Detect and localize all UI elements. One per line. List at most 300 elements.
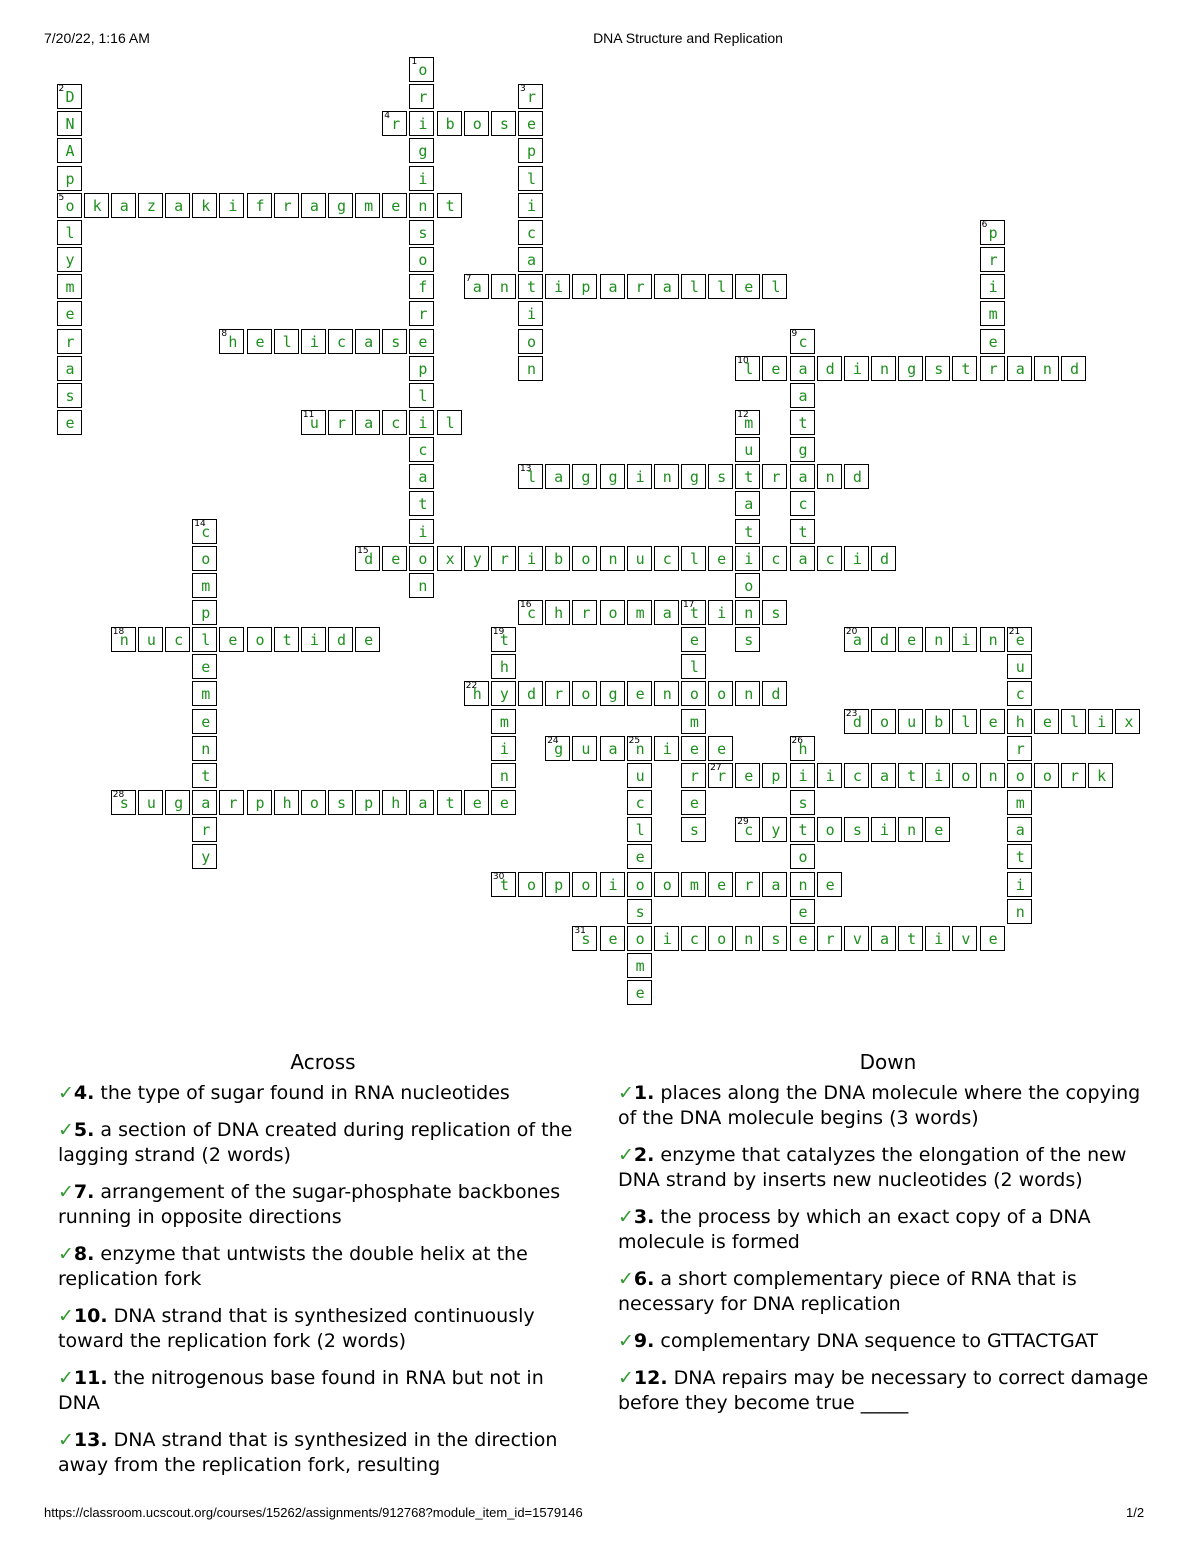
grid-cell[interactable] bbox=[762, 817, 787, 842]
grid-cell[interactable] bbox=[57, 410, 82, 435]
grid-cell[interactable] bbox=[1088, 709, 1113, 734]
grid-cell[interactable] bbox=[627, 953, 652, 978]
grid-cell[interactable] bbox=[681, 817, 706, 842]
grid-cell[interactable] bbox=[762, 681, 787, 706]
grid-cell[interactable] bbox=[627, 736, 652, 761]
grid-cell[interactable] bbox=[898, 763, 923, 788]
grid-cell[interactable] bbox=[681, 600, 706, 625]
grid-cell[interactable] bbox=[1007, 736, 1032, 761]
grid-cell[interactable] bbox=[980, 763, 1005, 788]
grid-cell[interactable] bbox=[600, 736, 625, 761]
grid-cell[interactable] bbox=[518, 600, 543, 625]
grid-cell[interactable] bbox=[735, 763, 760, 788]
grid-cell[interactable] bbox=[572, 872, 597, 897]
grid-cell[interactable] bbox=[898, 926, 923, 951]
grid-cell[interactable] bbox=[654, 464, 679, 489]
grid-cell[interactable] bbox=[57, 383, 82, 408]
grid-cell[interactable] bbox=[708, 736, 733, 761]
grid-cell[interactable] bbox=[627, 464, 652, 489]
grid-cell[interactable] bbox=[790, 464, 815, 489]
grid-cell[interactable] bbox=[1034, 763, 1059, 788]
grid-cell[interactable] bbox=[790, 519, 815, 544]
grid-cell[interactable] bbox=[437, 193, 462, 218]
grid-cell[interactable] bbox=[600, 926, 625, 951]
grid-cell[interactable] bbox=[627, 844, 652, 869]
grid-cell[interactable] bbox=[600, 600, 625, 625]
grid-cell[interactable] bbox=[409, 383, 434, 408]
grid-cell[interactable] bbox=[409, 546, 434, 571]
grid-cell[interactable] bbox=[165, 193, 190, 218]
grid-cell[interactable] bbox=[790, 491, 815, 516]
grid-cell[interactable] bbox=[491, 681, 516, 706]
grid-cell[interactable] bbox=[1088, 763, 1113, 788]
grid-cell[interactable] bbox=[627, 817, 652, 842]
grid-cell[interactable] bbox=[925, 356, 950, 381]
grid-cell[interactable] bbox=[654, 926, 679, 951]
grid-cell[interactable] bbox=[708, 546, 733, 571]
grid-cell[interactable] bbox=[57, 138, 82, 163]
grid-cell[interactable] bbox=[57, 356, 82, 381]
grid-cell[interactable] bbox=[980, 274, 1005, 299]
grid-cell[interactable] bbox=[735, 872, 760, 897]
grid-cell[interactable] bbox=[1007, 899, 1032, 924]
grid-cell[interactable] bbox=[654, 872, 679, 897]
grid-cell[interactable] bbox=[409, 247, 434, 272]
grid-cell[interactable] bbox=[192, 519, 217, 544]
grid-cell[interactable] bbox=[219, 790, 244, 815]
grid-cell[interactable] bbox=[681, 763, 706, 788]
grid-cell[interactable] bbox=[1007, 844, 1032, 869]
grid-cell[interactable] bbox=[627, 790, 652, 815]
grid-cell[interactable] bbox=[735, 926, 760, 951]
grid-cell[interactable] bbox=[817, 817, 842, 842]
grid-cell[interactable] bbox=[165, 627, 190, 652]
grid-cell[interactable] bbox=[980, 220, 1005, 245]
grid-cell[interactable] bbox=[409, 138, 434, 163]
grid-cell[interactable] bbox=[247, 193, 272, 218]
grid-cell[interactable] bbox=[382, 546, 407, 571]
grid-cell[interactable] bbox=[192, 763, 217, 788]
grid-cell[interactable] bbox=[57, 329, 82, 354]
grid-cell[interactable] bbox=[681, 736, 706, 761]
grid-cell[interactable] bbox=[1061, 356, 1086, 381]
grid-cell[interactable] bbox=[409, 356, 434, 381]
grid-cell[interactable] bbox=[1007, 817, 1032, 842]
grid-cell[interactable] bbox=[844, 709, 869, 734]
grid-cell[interactable] bbox=[409, 301, 434, 326]
grid-cell[interactable] bbox=[735, 600, 760, 625]
grid-cell[interactable] bbox=[219, 329, 244, 354]
grid-cell[interactable] bbox=[871, 356, 896, 381]
grid-cell[interactable] bbox=[518, 329, 543, 354]
grid-cell[interactable] bbox=[192, 600, 217, 625]
grid-cell[interactable] bbox=[654, 600, 679, 625]
grid-cell[interactable] bbox=[57, 247, 82, 272]
grid-cell[interactable] bbox=[844, 926, 869, 951]
grid-cell[interactable] bbox=[518, 464, 543, 489]
grid-cell[interactable] bbox=[57, 84, 82, 109]
grid-cell[interactable] bbox=[627, 899, 652, 924]
grid-cell[interactable] bbox=[790, 790, 815, 815]
grid-cell[interactable] bbox=[138, 627, 163, 652]
grid-cell[interactable] bbox=[681, 464, 706, 489]
grid-cell[interactable] bbox=[627, 274, 652, 299]
grid-cell[interactable] bbox=[1007, 356, 1032, 381]
grid-cell[interactable] bbox=[871, 763, 896, 788]
grid-cell[interactable] bbox=[437, 790, 462, 815]
grid-cell[interactable] bbox=[355, 329, 380, 354]
grid-cell[interactable] bbox=[762, 356, 787, 381]
grid-cell[interactable] bbox=[1061, 763, 1086, 788]
grid-cell[interactable] bbox=[925, 627, 950, 652]
grid-cell[interactable] bbox=[355, 546, 380, 571]
grid-cell[interactable] bbox=[57, 166, 82, 191]
grid-cell[interactable] bbox=[790, 410, 815, 435]
grid-cell[interactable] bbox=[735, 356, 760, 381]
grid-cell[interactable] bbox=[328, 329, 353, 354]
grid-cell[interactable] bbox=[491, 627, 516, 652]
grid-cell[interactable] bbox=[980, 329, 1005, 354]
grid-cell[interactable] bbox=[491, 790, 516, 815]
grid-cell[interactable] bbox=[817, 926, 842, 951]
grid-cell[interactable] bbox=[762, 600, 787, 625]
grid-cell[interactable] bbox=[735, 464, 760, 489]
grid-cell[interactable] bbox=[409, 790, 434, 815]
grid-cell[interactable] bbox=[627, 980, 652, 1005]
grid-cell[interactable] bbox=[518, 138, 543, 163]
grid-cell[interactable] bbox=[871, 546, 896, 571]
grid-cell[interactable] bbox=[817, 546, 842, 571]
grid-cell[interactable] bbox=[518, 111, 543, 136]
grid-cell[interactable] bbox=[274, 329, 299, 354]
grid-cell[interactable] bbox=[708, 600, 733, 625]
grid-cell[interactable] bbox=[192, 573, 217, 598]
grid-cell[interactable] bbox=[328, 790, 353, 815]
grid-cell[interactable] bbox=[409, 111, 434, 136]
grid-cell[interactable] bbox=[545, 681, 570, 706]
grid-cell[interactable] bbox=[681, 872, 706, 897]
grid-cell[interactable] bbox=[980, 709, 1005, 734]
grid-cell[interactable] bbox=[627, 763, 652, 788]
grid-cell[interactable] bbox=[817, 763, 842, 788]
grid-cell[interactable] bbox=[192, 817, 217, 842]
grid-cell[interactable] bbox=[409, 437, 434, 462]
grid-cell[interactable] bbox=[681, 681, 706, 706]
grid-cell[interactable] bbox=[518, 301, 543, 326]
grid-cell[interactable] bbox=[790, 383, 815, 408]
grid-cell[interactable] bbox=[57, 220, 82, 245]
grid-cell[interactable] bbox=[491, 546, 516, 571]
grid-cell[interactable] bbox=[518, 220, 543, 245]
grid-cell[interactable] bbox=[572, 274, 597, 299]
grid-cell[interactable] bbox=[817, 356, 842, 381]
grid-cell[interactable] bbox=[328, 410, 353, 435]
grid-cell[interactable] bbox=[355, 627, 380, 652]
grid-cell[interactable] bbox=[518, 872, 543, 897]
grid-cell[interactable] bbox=[735, 681, 760, 706]
grid-cell[interactable] bbox=[138, 790, 163, 815]
grid-cell[interactable] bbox=[980, 627, 1005, 652]
grid-cell[interactable] bbox=[301, 193, 326, 218]
grid-cell[interactable] bbox=[898, 709, 923, 734]
grid-cell[interactable] bbox=[871, 817, 896, 842]
grid-cell[interactable] bbox=[409, 57, 434, 82]
grid-cell[interactable] bbox=[790, 763, 815, 788]
grid-cell[interactable] bbox=[1007, 627, 1032, 652]
grid-cell[interactable] bbox=[1034, 709, 1059, 734]
grid-cell[interactable] bbox=[545, 872, 570, 897]
grid-cell[interactable] bbox=[409, 84, 434, 109]
grid-cell[interactable] bbox=[600, 274, 625, 299]
grid-cell[interactable] bbox=[491, 872, 516, 897]
grid-cell[interactable] bbox=[328, 193, 353, 218]
grid-cell[interactable] bbox=[518, 166, 543, 191]
grid-cell[interactable] bbox=[247, 790, 272, 815]
grid-cell[interactable] bbox=[980, 356, 1005, 381]
grid-cell[interactable] bbox=[681, 654, 706, 679]
grid-cell[interactable] bbox=[1061, 709, 1086, 734]
grid-cell[interactable] bbox=[600, 681, 625, 706]
grid-cell[interactable] bbox=[437, 546, 462, 571]
grid-cell[interactable] bbox=[491, 736, 516, 761]
grid-cell[interactable] bbox=[817, 464, 842, 489]
grid-cell[interactable] bbox=[518, 84, 543, 109]
grid-cell[interactable] bbox=[355, 410, 380, 435]
grid-cell[interactable] bbox=[790, 437, 815, 462]
grid-cell[interactable] bbox=[247, 329, 272, 354]
grid-cell[interactable] bbox=[790, 926, 815, 951]
grid-cell[interactable] bbox=[1007, 654, 1032, 679]
grid-cell[interactable] bbox=[301, 410, 326, 435]
grid-cell[interactable] bbox=[627, 681, 652, 706]
grid-cell[interactable] bbox=[925, 709, 950, 734]
grid-cell[interactable] bbox=[1007, 709, 1032, 734]
grid-cell[interactable] bbox=[518, 247, 543, 272]
grid-cell[interactable] bbox=[328, 627, 353, 652]
grid-cell[interactable] bbox=[491, 709, 516, 734]
grid-cell[interactable] bbox=[600, 872, 625, 897]
grid-cell[interactable] bbox=[925, 763, 950, 788]
grid-cell[interactable] bbox=[382, 329, 407, 354]
grid-cell[interactable] bbox=[952, 926, 977, 951]
grid-cell[interactable] bbox=[247, 627, 272, 652]
grid-cell[interactable] bbox=[545, 464, 570, 489]
grid-cell[interactable] bbox=[681, 790, 706, 815]
grid-cell[interactable] bbox=[355, 193, 380, 218]
grid-cell[interactable] bbox=[925, 817, 950, 842]
grid-cell[interactable] bbox=[790, 899, 815, 924]
grid-cell[interactable] bbox=[545, 736, 570, 761]
grid-cell[interactable] bbox=[790, 844, 815, 869]
grid-cell[interactable] bbox=[844, 817, 869, 842]
grid-cell[interactable] bbox=[600, 464, 625, 489]
grid-cell[interactable] bbox=[708, 872, 733, 897]
grid-cell[interactable] bbox=[681, 546, 706, 571]
grid-cell[interactable] bbox=[762, 546, 787, 571]
grid-cell[interactable] bbox=[627, 546, 652, 571]
grid-cell[interactable] bbox=[844, 763, 869, 788]
grid-cell[interactable] bbox=[735, 546, 760, 571]
grid-cell[interactable] bbox=[762, 763, 787, 788]
grid-cell[interactable] bbox=[219, 627, 244, 652]
grid-cell[interactable] bbox=[572, 546, 597, 571]
grid-cell[interactable] bbox=[491, 654, 516, 679]
grid-cell[interactable] bbox=[871, 709, 896, 734]
grid-cell[interactable] bbox=[1034, 356, 1059, 381]
grid-cell[interactable] bbox=[980, 926, 1005, 951]
grid-cell[interactable] bbox=[111, 193, 136, 218]
grid-cell[interactable] bbox=[301, 627, 326, 652]
grid-cell[interactable] bbox=[708, 464, 733, 489]
grid-cell[interactable] bbox=[1007, 790, 1032, 815]
grid-cell[interactable] bbox=[790, 356, 815, 381]
grid-cell[interactable] bbox=[898, 817, 923, 842]
grid-cell[interactable] bbox=[464, 790, 489, 815]
grid-cell[interactable] bbox=[572, 736, 597, 761]
grid-cell[interactable] bbox=[572, 681, 597, 706]
grid-cell[interactable] bbox=[898, 627, 923, 652]
grid-cell[interactable] bbox=[844, 546, 869, 571]
grid-cell[interactable] bbox=[572, 926, 597, 951]
grid-cell[interactable] bbox=[409, 491, 434, 516]
grid-cell[interactable] bbox=[355, 790, 380, 815]
grid-cell[interactable] bbox=[464, 111, 489, 136]
grid-cell[interactable] bbox=[871, 627, 896, 652]
grid-cell[interactable] bbox=[111, 627, 136, 652]
grid-cell[interactable] bbox=[274, 627, 299, 652]
grid-cell[interactable] bbox=[382, 193, 407, 218]
grid-cell[interactable] bbox=[952, 356, 977, 381]
grid-cell[interactable] bbox=[274, 193, 299, 218]
grid-cell[interactable] bbox=[437, 111, 462, 136]
grid-cell[interactable] bbox=[409, 573, 434, 598]
grid-cell[interactable] bbox=[708, 681, 733, 706]
grid-cell[interactable] bbox=[1115, 709, 1140, 734]
grid-cell[interactable] bbox=[382, 790, 407, 815]
grid-cell[interactable] bbox=[708, 926, 733, 951]
grid-cell[interactable] bbox=[491, 274, 516, 299]
grid-cell[interactable] bbox=[681, 627, 706, 652]
grid-cell[interactable] bbox=[301, 329, 326, 354]
grid-cell[interactable] bbox=[409, 193, 434, 218]
grid-cell[interactable] bbox=[409, 329, 434, 354]
grid-cell[interactable] bbox=[980, 247, 1005, 272]
grid-cell[interactable] bbox=[545, 274, 570, 299]
grid-cell[interactable] bbox=[464, 681, 489, 706]
grid-cell[interactable] bbox=[708, 763, 733, 788]
grid-cell[interactable] bbox=[790, 546, 815, 571]
grid-cell[interactable] bbox=[572, 600, 597, 625]
grid-cell[interactable] bbox=[790, 817, 815, 842]
grid-cell[interactable] bbox=[790, 736, 815, 761]
grid-cell[interactable] bbox=[409, 274, 434, 299]
grid-cell[interactable] bbox=[518, 546, 543, 571]
grid-cell[interactable] bbox=[1007, 872, 1032, 897]
grid-cell[interactable] bbox=[980, 301, 1005, 326]
grid-cell[interactable] bbox=[654, 681, 679, 706]
grid-cell[interactable] bbox=[192, 627, 217, 652]
grid-cell[interactable] bbox=[274, 790, 299, 815]
grid-cell[interactable] bbox=[491, 763, 516, 788]
grid-cell[interactable] bbox=[681, 274, 706, 299]
grid-cell[interactable] bbox=[165, 790, 190, 815]
grid-cell[interactable] bbox=[871, 926, 896, 951]
grid-cell[interactable] bbox=[192, 844, 217, 869]
grid-cell[interactable] bbox=[735, 817, 760, 842]
grid-cell[interactable] bbox=[138, 193, 163, 218]
grid-cell[interactable] bbox=[681, 709, 706, 734]
grid-cell[interactable] bbox=[844, 464, 869, 489]
grid-cell[interactable] bbox=[762, 872, 787, 897]
grid-cell[interactable] bbox=[1007, 763, 1032, 788]
grid-cell[interactable] bbox=[762, 926, 787, 951]
grid-cell[interactable] bbox=[925, 926, 950, 951]
grid-cell[interactable] bbox=[735, 491, 760, 516]
grid-cell[interactable] bbox=[111, 790, 136, 815]
grid-cell[interactable] bbox=[192, 790, 217, 815]
grid-cell[interactable] bbox=[572, 464, 597, 489]
grid-cell[interactable] bbox=[57, 301, 82, 326]
grid-cell[interactable] bbox=[301, 790, 326, 815]
grid-cell[interactable] bbox=[735, 519, 760, 544]
grid-cell[interactable] bbox=[518, 274, 543, 299]
grid-cell[interactable] bbox=[654, 546, 679, 571]
grid-cell[interactable] bbox=[627, 600, 652, 625]
grid-cell[interactable] bbox=[518, 193, 543, 218]
grid-cell[interactable] bbox=[654, 274, 679, 299]
grid-cell[interactable] bbox=[708, 274, 733, 299]
grid-cell[interactable] bbox=[545, 600, 570, 625]
grid-cell[interactable] bbox=[57, 111, 82, 136]
grid-cell[interactable] bbox=[1007, 681, 1032, 706]
grid-cell[interactable] bbox=[762, 464, 787, 489]
grid-cell[interactable] bbox=[219, 193, 244, 218]
grid-cell[interactable] bbox=[817, 872, 842, 897]
grid-cell[interactable] bbox=[898, 356, 923, 381]
grid-cell[interactable] bbox=[735, 437, 760, 462]
grid-cell[interactable] bbox=[84, 193, 109, 218]
grid-cell[interactable] bbox=[437, 410, 462, 435]
grid-cell[interactable] bbox=[382, 410, 407, 435]
grid-cell[interactable] bbox=[735, 410, 760, 435]
grid-cell[interactable] bbox=[952, 763, 977, 788]
grid-cell[interactable] bbox=[654, 736, 679, 761]
grid-cell[interactable] bbox=[627, 926, 652, 951]
grid-cell[interactable] bbox=[790, 872, 815, 897]
grid-cell[interactable] bbox=[192, 709, 217, 734]
grid-cell[interactable] bbox=[952, 709, 977, 734]
grid-cell[interactable] bbox=[518, 356, 543, 381]
grid-cell[interactable] bbox=[790, 329, 815, 354]
grid-cell[interactable] bbox=[409, 410, 434, 435]
grid-cell[interactable] bbox=[491, 111, 516, 136]
grid-cell[interactable] bbox=[57, 193, 82, 218]
grid-cell[interactable] bbox=[464, 546, 489, 571]
grid-cell[interactable] bbox=[735, 274, 760, 299]
grid-cell[interactable] bbox=[600, 546, 625, 571]
grid-cell[interactable] bbox=[464, 274, 489, 299]
grid-cell[interactable] bbox=[844, 356, 869, 381]
grid-cell[interactable] bbox=[735, 573, 760, 598]
grid-cell[interactable] bbox=[192, 193, 217, 218]
grid-cell[interactable] bbox=[192, 546, 217, 571]
grid-cell[interactable] bbox=[762, 274, 787, 299]
grid-cell[interactable] bbox=[57, 274, 82, 299]
grid-cell[interactable] bbox=[409, 166, 434, 191]
grid-cell[interactable] bbox=[192, 654, 217, 679]
grid-cell[interactable] bbox=[627, 872, 652, 897]
grid-cell[interactable] bbox=[844, 627, 869, 652]
